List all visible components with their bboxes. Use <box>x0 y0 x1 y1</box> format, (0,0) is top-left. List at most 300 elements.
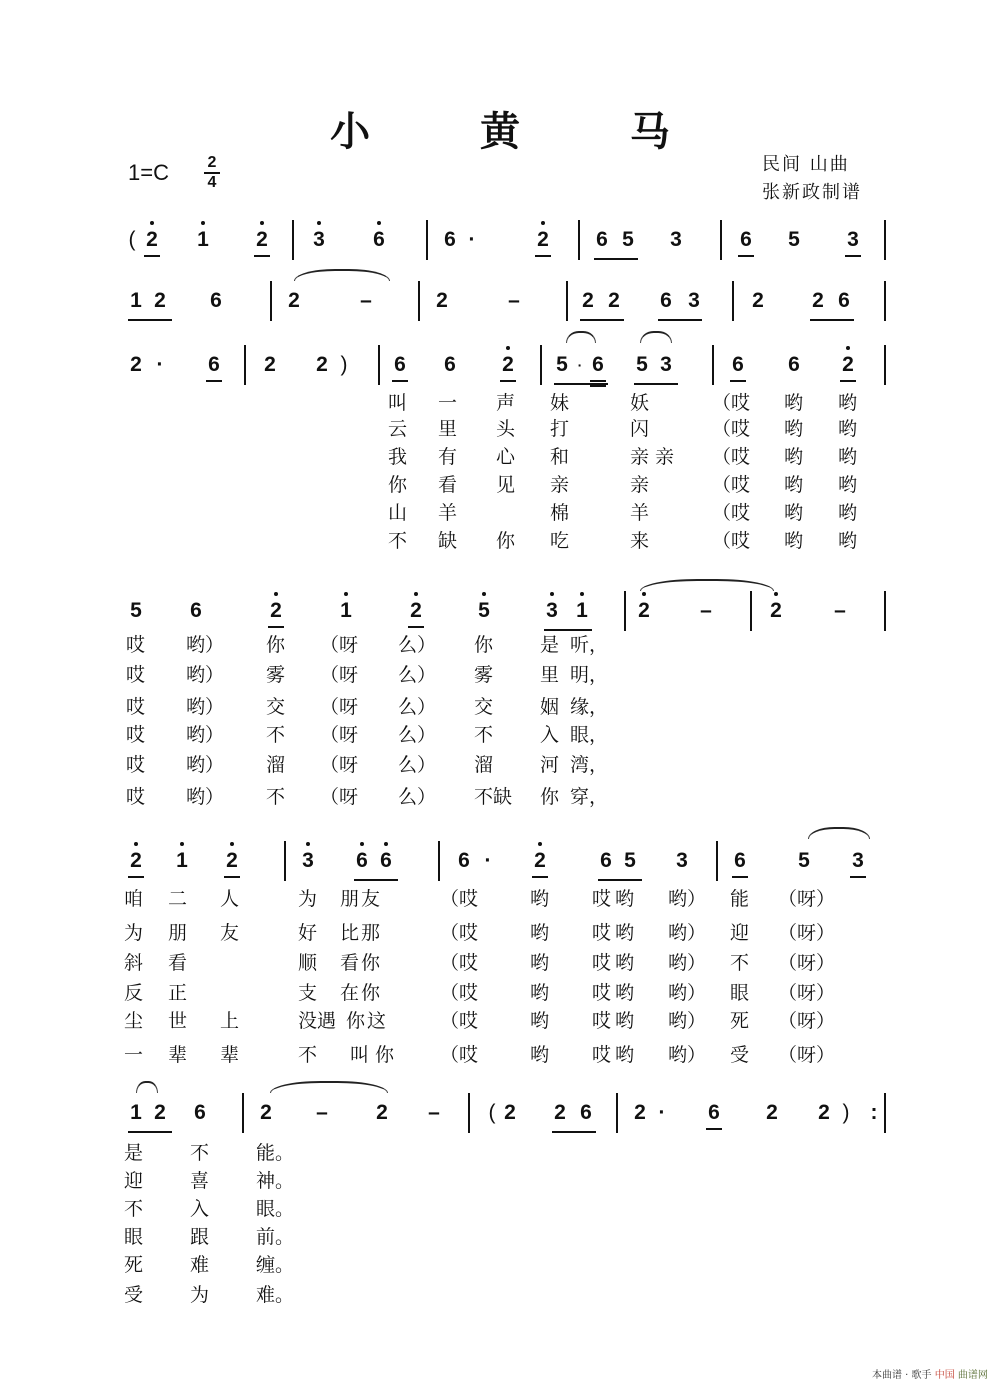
lyric: 妖 <box>630 392 650 414</box>
lyric: 哟） <box>668 922 707 944</box>
lyric: 看 <box>168 952 188 974</box>
credit-arranger: 张新政制谱 <box>762 182 862 203</box>
lyric: 你 <box>474 634 494 656</box>
lyric: 溜 <box>474 754 494 776</box>
lyric: 喜 <box>190 1170 210 1192</box>
repeat-bar-line <box>884 1093 886 1133</box>
note: 1 <box>130 289 142 312</box>
lyric: 我 <box>388 446 408 468</box>
note: 1 <box>130 1101 142 1124</box>
lyric: 比那 <box>340 922 383 944</box>
lyric: 哟 <box>530 982 550 1004</box>
note: 6 <box>352 849 372 873</box>
score-line-6 <box>0 1101 1000 1161</box>
note: 6 <box>600 849 612 872</box>
lyric: （哎 <box>440 1044 479 1066</box>
note: 2 <box>260 1101 272 1124</box>
lyric: 看 <box>438 474 458 496</box>
lyric: 不 <box>190 1142 210 1164</box>
lyric: 一 <box>124 1044 144 1066</box>
lyric: 你 <box>266 634 286 656</box>
lyric: （呀 <box>320 724 359 746</box>
lyric: 朋 <box>168 922 188 944</box>
lyric: 上 <box>220 1010 240 1032</box>
lyric: 咱 <box>124 888 144 910</box>
lyric: （哎 <box>440 1010 479 1032</box>
note: 3 <box>660 353 672 376</box>
lyric: 湾， <box>570 754 609 776</box>
bar-line <box>884 220 886 260</box>
score-line-1 <box>0 228 1000 288</box>
bar-line <box>244 345 246 385</box>
lyric: 是 <box>540 634 560 656</box>
lyric: 眼， <box>570 724 609 746</box>
bar-line <box>242 1093 244 1133</box>
lyric: 哎哟 <box>592 922 639 944</box>
lyric: 你 <box>496 530 516 552</box>
lyric: 哎 <box>126 724 146 746</box>
note: 2 <box>766 1101 778 1124</box>
lyric: （哎 <box>440 922 479 944</box>
rest-dash: – <box>508 289 520 312</box>
note: 5 <box>624 849 636 872</box>
lyric: 哟 <box>838 392 858 414</box>
lyric: 朋友 <box>340 888 383 910</box>
lyric: 不 <box>266 786 286 808</box>
lyric: （呀 <box>320 786 359 808</box>
note: 2 <box>818 1101 830 1124</box>
lyric: 难 <box>190 1254 210 1276</box>
lyric: 见 <box>496 474 516 496</box>
lyric: 眼 <box>730 982 750 1004</box>
bar-line <box>540 345 542 385</box>
note: 2 <box>838 353 858 377</box>
lyric: 叫 <box>388 392 408 414</box>
lyric: 河 <box>540 754 560 776</box>
lyric: 雾 <box>474 664 494 686</box>
note: 2 <box>142 228 162 252</box>
lyric: 哎哟 <box>592 1010 639 1032</box>
note: 2 <box>533 228 553 252</box>
note: 5 <box>556 353 568 376</box>
lyric: 人 <box>220 888 240 910</box>
lyric: 哎 <box>126 664 146 686</box>
lyric: 难。 <box>256 1284 295 1306</box>
note: 2 <box>252 228 272 252</box>
lyric: （哎 <box>712 392 751 414</box>
lyric: 哟） <box>186 664 225 686</box>
note-dot: · <box>156 353 164 376</box>
lyric: （呀 <box>320 634 359 656</box>
lyric: （哎 <box>440 888 479 910</box>
lyric: 不 <box>730 952 750 974</box>
repeat-colon: : <box>870 1101 878 1124</box>
lyric: 心 <box>496 446 516 468</box>
lyric: 哎哟 <box>592 888 639 910</box>
lyric: 交 <box>474 696 494 718</box>
lyric: 为 <box>124 922 144 944</box>
lyric: 不 <box>298 1044 318 1066</box>
note: 6 <box>376 849 396 873</box>
lyric: （哎 <box>440 952 479 974</box>
lyric: 哟） <box>668 952 707 974</box>
lyric: 交 <box>266 696 286 718</box>
watermark-text-b: 中国 <box>934 1370 955 1381</box>
note: 2 <box>376 1101 388 1124</box>
lyric: （呀） <box>778 1010 836 1032</box>
note: 2 <box>154 1101 166 1124</box>
lyric: 哎 <box>126 786 146 808</box>
lyric: 羊 <box>438 502 458 524</box>
lyric: （哎 <box>712 418 751 440</box>
note: 6 <box>736 228 756 252</box>
note-dot: · <box>484 849 492 872</box>
bar-line <box>884 591 886 631</box>
note: 2 <box>752 289 764 312</box>
note-dot: · <box>658 1101 666 1124</box>
lyric: 你 <box>388 474 408 496</box>
underline <box>594 258 638 260</box>
lyric: 穿， <box>570 786 609 808</box>
lyric: （呀） <box>778 888 836 910</box>
note: 2 <box>266 599 286 623</box>
underline <box>810 319 854 321</box>
note: 6 <box>596 228 608 251</box>
lyric: 在你 <box>340 982 383 1004</box>
lyric: 么） <box>398 664 437 686</box>
bar-line <box>624 591 626 631</box>
lyric: 反 <box>124 982 144 1004</box>
lyric: 不缺 <box>474 786 513 808</box>
note: 3 <box>309 228 329 252</box>
lyric: 哟） <box>668 888 707 910</box>
note: 6 <box>194 1101 206 1124</box>
lyric: 么） <box>398 634 437 656</box>
lyric: 迎 <box>730 922 750 944</box>
note: 5 <box>130 599 142 622</box>
note: 2 <box>316 353 328 376</box>
note: 2 <box>498 353 518 377</box>
lyric: 支 <box>298 982 318 1004</box>
note: 2 <box>222 849 242 873</box>
lyric: 头 <box>496 418 516 440</box>
note: 2 <box>766 599 786 623</box>
note: 6 <box>730 849 750 873</box>
lyric: 哎哟 <box>592 982 639 1004</box>
lyric: （哎 <box>712 502 751 524</box>
lyric: 为 <box>298 888 318 910</box>
lyric: 神。 <box>256 1170 295 1192</box>
lyric: 不 <box>388 530 408 552</box>
song-title: 小 黄 马 <box>330 108 718 155</box>
lyric: 么） <box>398 786 437 808</box>
lyric: 哟 <box>784 502 804 524</box>
lyric: 你 <box>540 786 560 808</box>
lyric: 妹 <box>550 392 570 414</box>
slur <box>808 827 870 839</box>
lyric: 姻 <box>540 696 560 718</box>
lyric: 没遇 <box>298 1010 337 1032</box>
lyric: 哟） <box>186 754 225 776</box>
lyric: 么） <box>398 696 437 718</box>
underline <box>634 383 678 385</box>
bar-line <box>438 841 440 881</box>
lyric: 哟 <box>838 474 858 496</box>
lyric: 哟） <box>668 1044 707 1066</box>
bar-line <box>284 841 286 881</box>
lyric: 雾 <box>266 664 286 686</box>
lyric: 哟） <box>186 634 225 656</box>
note: 2 <box>406 599 426 623</box>
watermark-text-c: 曲谱网 <box>957 1370 988 1381</box>
lyric: 迎 <box>124 1170 144 1192</box>
key-signature: 1=C <box>128 160 169 185</box>
underline <box>658 319 702 321</box>
note: 3 <box>676 849 688 872</box>
note-dot: · <box>577 357 583 373</box>
bar-line <box>270 281 272 321</box>
bar-line <box>712 345 714 385</box>
note: 2 <box>812 289 824 312</box>
score-line-2 <box>0 289 1000 349</box>
rest-dash: – <box>428 1101 440 1124</box>
lyric: 死 <box>730 1010 750 1032</box>
lyric: 有 <box>438 446 458 468</box>
paren-close: ) <box>340 353 348 376</box>
note: 2 <box>530 849 550 873</box>
note: 2 <box>582 289 594 312</box>
lyric: 哟 <box>784 418 804 440</box>
lyric: 哟 <box>838 446 858 468</box>
bar-line <box>418 281 420 321</box>
note: 2 <box>554 1101 566 1124</box>
note: 3 <box>843 228 863 252</box>
bar-line <box>884 281 886 321</box>
lyric: 哎 <box>126 634 146 656</box>
lyric: 友 <box>220 922 240 944</box>
tie <box>270 1081 388 1093</box>
tie <box>640 579 774 591</box>
note: 6 <box>660 289 672 312</box>
bar-line <box>292 220 294 260</box>
lyric: 是 <box>124 1142 144 1164</box>
lyric: 亲 <box>630 474 650 496</box>
lyric: 来 <box>630 530 650 552</box>
note: 5 <box>636 353 648 376</box>
note: 6 <box>788 353 800 376</box>
bar-line <box>616 1093 618 1133</box>
slur <box>136 1081 158 1093</box>
lyric: 哟 <box>784 392 804 414</box>
lyric: 不 <box>474 724 494 746</box>
lyric: （呀 <box>320 664 359 686</box>
bar-line <box>732 281 734 321</box>
note: 1 <box>193 228 213 252</box>
lyric: 明， <box>570 664 609 686</box>
lyric: 羊 <box>630 502 650 524</box>
underline <box>554 383 608 385</box>
lyric: 哎 <box>126 754 146 776</box>
lyric: 世 <box>168 1010 188 1032</box>
lyric: 听， <box>570 634 609 656</box>
lyric: 入 <box>540 724 560 746</box>
lyric: 声 <box>496 392 516 414</box>
rest-dash: – <box>834 599 846 622</box>
note: 2 <box>436 289 448 312</box>
lyric: 哟 <box>530 1010 550 1032</box>
note: 6 <box>390 353 410 377</box>
lyric: 云 <box>388 418 408 440</box>
underline <box>354 879 398 881</box>
note: 6 <box>190 599 202 622</box>
lyric: 前。 <box>256 1226 295 1248</box>
note: ( <box>128 228 136 251</box>
lyric: 哎 <box>126 696 146 718</box>
lyric: 棉 <box>550 502 570 524</box>
watermark-text-a: 本曲谱 · 歌手 <box>872 1370 932 1381</box>
note: 1 <box>572 599 592 623</box>
note: 6 <box>204 353 224 377</box>
note: 2 <box>264 353 276 376</box>
lyric: （哎 <box>712 446 751 468</box>
lyric: 眼 <box>124 1226 144 1248</box>
lyric: 里 <box>438 418 458 440</box>
lyric: 哟 <box>530 952 550 974</box>
lyric: 哟 <box>530 1044 550 1066</box>
lyric: 哟 <box>838 502 858 524</box>
note: 3 <box>848 849 868 873</box>
lyric: 哟 <box>784 530 804 552</box>
lyric: 溜 <box>266 754 286 776</box>
lyric: 你这 <box>346 1010 389 1032</box>
lyric: 不 <box>266 724 286 746</box>
underline <box>598 879 642 881</box>
note: 1 <box>336 599 356 623</box>
paren-open: ( <box>488 1101 496 1124</box>
lyric: 亲 <box>550 474 570 496</box>
lyric: 叫你 <box>350 1044 401 1066</box>
note: 6 <box>444 353 456 376</box>
lyric: 哎哟 <box>592 1044 639 1066</box>
note: 2 <box>126 849 146 873</box>
note: 6 <box>728 353 748 377</box>
note: 2 <box>154 289 166 312</box>
note: 6 <box>369 228 389 252</box>
lyric: 缠。 <box>256 1254 295 1276</box>
note: 5 <box>788 228 800 251</box>
note: 5 <box>798 849 810 872</box>
note: 2 <box>288 289 300 312</box>
lyric: 哟） <box>186 786 225 808</box>
time-numerator: 2 <box>204 154 220 174</box>
lyric: 辈 <box>220 1044 240 1066</box>
lyric: （呀） <box>778 922 836 944</box>
score-line-5 <box>0 849 1000 909</box>
lyric: 哟 <box>530 888 550 910</box>
bar-line <box>426 220 428 260</box>
time-signature <box>204 154 220 192</box>
rest-dash: – <box>700 599 712 622</box>
lyric: 闪 <box>630 418 650 440</box>
lyric: 看你 <box>340 952 383 974</box>
note: 2 <box>608 289 620 312</box>
lyric: 打 <box>550 418 570 440</box>
lyric: 哟） <box>668 982 707 1004</box>
bar-line <box>720 220 722 260</box>
lyric: 尘 <box>124 1010 144 1032</box>
lyric: 哟 <box>838 418 858 440</box>
underline <box>128 1131 172 1133</box>
lyric: 里 <box>540 664 560 686</box>
bar-line <box>884 345 886 385</box>
lyric: 哟 <box>530 922 550 944</box>
lyric: 辈 <box>168 1044 188 1066</box>
lyric: 为 <box>190 1284 210 1306</box>
lyric: 吃 <box>550 530 570 552</box>
lyric: （呀） <box>778 982 836 1004</box>
paren-close: ) <box>842 1101 850 1124</box>
note: 2 <box>130 353 142 376</box>
lyric: 和 <box>550 446 570 468</box>
lyric: 哟 <box>838 530 858 552</box>
lyric: 受 <box>730 1044 750 1066</box>
time-denominator: 4 <box>207 174 217 191</box>
lyric: （哎 <box>712 474 751 496</box>
lyric: 死 <box>124 1254 144 1276</box>
note: 3 <box>670 228 682 251</box>
lyric: 缺 <box>438 530 458 552</box>
lyric: （哎 <box>712 530 751 552</box>
note: 6 <box>458 849 470 872</box>
underline <box>128 319 172 321</box>
note: 6 <box>838 289 850 312</box>
lyric: 入 <box>190 1198 210 1220</box>
lyric: 一 <box>438 392 458 414</box>
note-dot: · <box>468 228 476 251</box>
note: 6 <box>580 1101 592 1124</box>
lyric: 哟 <box>784 474 804 496</box>
credit-origin: 民间 山曲 <box>762 154 850 175</box>
lyric: 山 <box>388 502 408 524</box>
lyric: 正 <box>168 982 188 1004</box>
lyric: 缘， <box>570 696 609 718</box>
bar-line <box>468 1093 470 1133</box>
lyric: 二 <box>168 888 188 910</box>
underline <box>580 319 624 321</box>
note: 6 <box>444 228 456 251</box>
note: 5 <box>622 228 634 251</box>
lyric: 哟 <box>784 446 804 468</box>
lyric: （呀） <box>778 952 836 974</box>
lyric: 哟） <box>186 724 225 746</box>
lyric: 能 <box>730 888 750 910</box>
rest-dash: – <box>316 1101 328 1124</box>
note: 1 <box>172 849 192 873</box>
note: 6 <box>588 353 608 377</box>
underline <box>552 1131 596 1133</box>
bar-line <box>566 281 568 321</box>
note: 3 <box>298 849 318 873</box>
lyric: 不 <box>124 1198 144 1220</box>
note: 2 <box>634 1101 646 1124</box>
lyric: 么） <box>398 724 437 746</box>
lyric: （呀 <box>320 754 359 776</box>
lyric: 哟） <box>186 696 225 718</box>
lyric: （呀 <box>320 696 359 718</box>
watermark <box>872 1366 988 1381</box>
lyric: （呀） <box>778 1044 836 1066</box>
note: 3 <box>542 599 562 623</box>
